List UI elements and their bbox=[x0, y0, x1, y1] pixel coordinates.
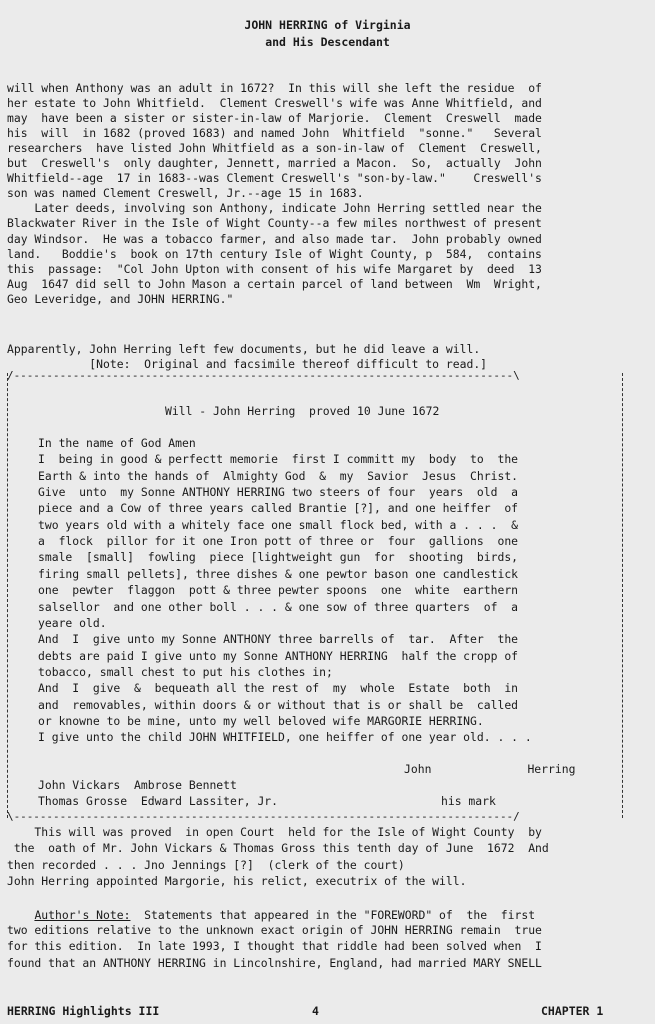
text-line: but Creswell's only daughter, Jennett, married a Macon. So, actually John bbox=[7, 156, 542, 171]
box-bottom-rule: \----------------------------------------------------------------------------/ bbox=[7, 810, 520, 823]
text-line: Blackwater River in the Isle of Wight County--a few miles northwest of present bbox=[7, 216, 542, 231]
text-line: this passage: "Col John Upton with consent of his wife Margaret by deed 13 bbox=[7, 261, 542, 276]
will-text-line: I give unto the child JOHN WHITFIELD, one heiffer of one year old. . . . bbox=[38, 730, 532, 745]
text-line: will when Anthony was an adult in 1672? In this will she left the residue of bbox=[7, 81, 542, 95]
will-text-line: Earth & into the hands of Almighty God & my Savior Jesus Christ. bbox=[38, 468, 519, 483]
witnesses-line-1: John Vickars Ambrose Bennett bbox=[38, 778, 237, 792]
footer-page-number: 4 bbox=[312, 1004, 319, 1018]
author-note-label: Author's Note: bbox=[34, 908, 131, 922]
footer-book-title: HERRING Highlights III bbox=[7, 1004, 160, 1018]
will-text-line: And I give unto my Sonne ANTHONY three barrells of tar. After the bbox=[38, 632, 519, 647]
will-text-line: debts are paid I give unto my Sonne ANTHONY HERRING half the cropp of bbox=[38, 648, 519, 663]
text-line: Whitfield--age 17 in 1683--was Clement Creswell's "son-by-law." Creswell's bbox=[7, 171, 542, 186]
text-line: son was named Clement Creswell, Jr.--age 15 in 1683. bbox=[7, 186, 364, 201]
text-line: her estate to John Whitfield. Clement Creswell's wife was Anne Whitfield, and bbox=[7, 96, 542, 111]
will-text-line: or knowne to be mine, unto my well beloved wife MARGORIE HERRING. bbox=[38, 713, 484, 728]
text-line: then recorded . . . Jno Jennings [?] (clerk of the court) bbox=[7, 857, 405, 872]
text-line: [Note: Original and facsimile thereof difficult to read.] bbox=[7, 357, 488, 371]
text-line: Aug 1647 did sell to John Mason a certain parcel of land between Wm Wright, bbox=[7, 276, 542, 291]
text-line: Apparently, John Herring left few documents, but he did leave a will. bbox=[7, 342, 481, 356]
text-line: land. Boddie's book on 17th century Isle of Wight County, p 584, contains bbox=[7, 246, 542, 261]
will-text-line: I being in good & perfectt memorie first I committ my body to the bbox=[38, 452, 519, 467]
his-mark: his mark bbox=[441, 794, 496, 808]
will-text-line: and removables, within doors & or without that is or shall be called bbox=[38, 697, 519, 712]
text-line: researchers have listed John Whitfield as a son-in-law of Clement Creswell, bbox=[7, 141, 542, 156]
will-title: Will - John Herring proved 10 June 1672 bbox=[165, 404, 440, 418]
text-line: Later deeds, involving son Anthony, indicate John Herring settled near the bbox=[7, 201, 542, 216]
page-header bbox=[0, 17, 655, 51]
will-text-line: one pewter flaggon pott & three pewter spoons one white earthern bbox=[38, 583, 519, 598]
text-line: found that an ANTHONY HERRING in Lincolnshire, England, had married MARY SNELL bbox=[7, 955, 542, 970]
will-text-line: tobacco, small chest to put his clothes in; bbox=[38, 664, 333, 679]
author-note-first-line bbox=[7, 908, 648, 923]
will-text-line: firing small pellets], three dishes & one pewtor bason one candlestick bbox=[38, 566, 519, 581]
header-subtitle: and His Descendant bbox=[265, 35, 390, 49]
text-line: This will was proved in open Court held for the Isle of Wight County by bbox=[7, 825, 542, 839]
will-text-line: And I give & bequeath all the rest of my whole Estate both in bbox=[38, 681, 519, 696]
text-line: two editions relative to the unknown exact origin of JOHN HERRING remain true bbox=[7, 923, 542, 937]
author-note-first-rest: Statements that appeared in the "FOREWORD" of the first bbox=[130, 908, 536, 922]
text-line: day Windsor. He was a tobacco farmer, and also made tar. John probably owned bbox=[7, 231, 542, 246]
will-text-line: yeare old. bbox=[38, 615, 107, 630]
text-line: the oath of Mr. John Vickars & Thomas Gross this tenth day of June 1672 And bbox=[7, 841, 549, 856]
will-signature: John Herring bbox=[404, 762, 576, 776]
will-text-line: Give unto my Sonne ANTHONY HERRING two steers of four years old a bbox=[38, 485, 519, 500]
will-text-line: a flock pillor for it one Iron pott of three or four gallions one bbox=[38, 534, 519, 549]
text-line: may have been a sister or sister-in-law of Marjorie. Clement Creswell made bbox=[7, 111, 542, 126]
will-text-line: salsellor and one other boll . . . & one sow of three quarters of a bbox=[38, 599, 519, 614]
text-line: his will in 1682 (proved 1683) and named John Whitfield "sonne." Several bbox=[7, 126, 542, 141]
witnesses-line-2: Thomas Grosse Edward Lassiter, Jr. bbox=[38, 794, 279, 808]
box-top-rule: /----------------------------------------------------------------------------\ bbox=[7, 369, 520, 382]
text-line: John Herring appointed Margorie, his relict, executrix of the will. bbox=[7, 873, 467, 888]
header-title: JOHN HERRING of Virginia bbox=[244, 18, 411, 32]
footer-chapter: CHAPTER 1 bbox=[541, 1004, 604, 1018]
will-text-line: In the name of God Amen bbox=[38, 436, 196, 450]
text-line: for this edition. In late 1993, I thought that riddle had been solved when I bbox=[7, 939, 542, 954]
text-line: Geo Leveridge, and JOHN HERRING." bbox=[7, 291, 234, 306]
will-text-line: smale [small] fowling piece [lightweight gun for shooting birds, bbox=[38, 550, 519, 565]
will-text-line: two years old with a whitely face one small flock bed, with a . . . & bbox=[38, 517, 519, 532]
will-text-line: piece and a Cow of three years called Brantie [?], and one heiffer of bbox=[38, 501, 519, 516]
